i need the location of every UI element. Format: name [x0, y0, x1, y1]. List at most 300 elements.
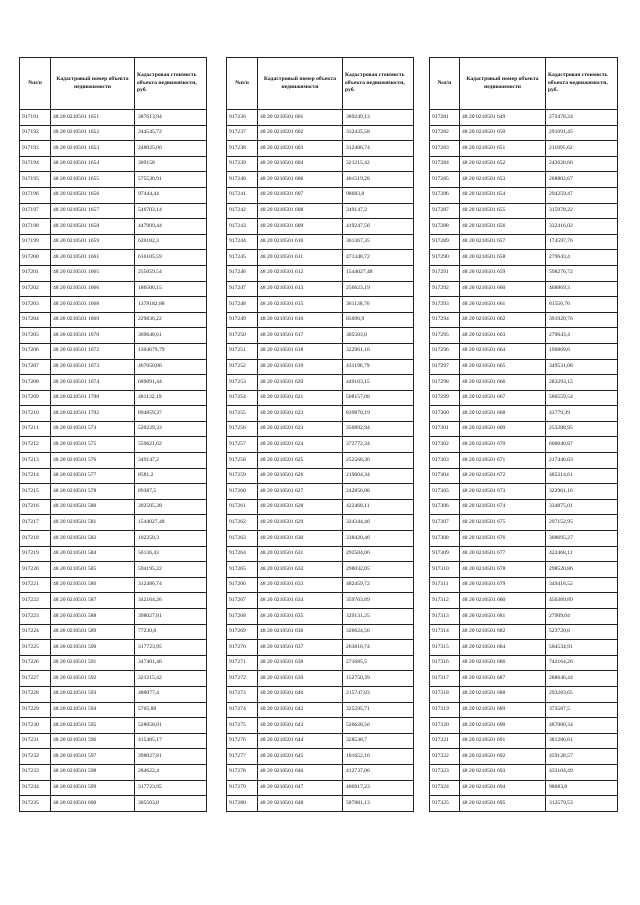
- cadastral-value: 349418,52: [546, 577, 618, 593]
- cadastral-number: 48 20 0210501 620: [258, 375, 343, 391]
- table-row: [430, 764, 618, 780]
- cadastral-value: 181652,16: [343, 749, 414, 765]
- table-row: [20, 125, 207, 141]
- cadastral-number: 48 20 0210501 652: [460, 156, 546, 172]
- cadastral-value: 321215,42: [343, 156, 414, 172]
- cadastral-value: 468869,3: [546, 281, 618, 297]
- table-row: [20, 624, 207, 640]
- cadastral-number: 48 20 0210501 1654: [51, 156, 135, 172]
- row-number: 917276: [227, 733, 258, 749]
- cadastral-number: 48 20 0210501 649: [460, 110, 546, 126]
- table-row: [430, 609, 618, 625]
- row-number: 917224: [20, 624, 51, 640]
- cadastral-value: 248025,06: [135, 141, 207, 157]
- cadastral-number: 48 20 0210501 1669: [51, 312, 135, 328]
- row-number: 917220: [20, 562, 51, 578]
- row-number: 917225: [20, 640, 51, 656]
- row-number: 917202: [20, 281, 51, 297]
- table-row: [227, 265, 414, 281]
- table-row: [227, 359, 414, 375]
- cadastral-number: 48 20 0210501 1668: [51, 297, 135, 313]
- cadastral-number: 48 20 0210501 639: [258, 671, 343, 687]
- cadastral-value: 487080,34: [546, 718, 618, 734]
- cadastral-number: 48 20 0210501 684: [460, 640, 546, 656]
- cadastral-value: 508157,08: [343, 390, 414, 406]
- cadastral-number: 48 20 0210501 1792: [51, 406, 135, 422]
- row-number: 917323: [430, 764, 460, 780]
- cadastral-value: 689091,44: [135, 375, 207, 391]
- cadastral-value: 312579,53: [546, 796, 618, 812]
- cadastral-number: 48 20 0210501 643: [258, 718, 343, 734]
- row-number: 917301: [430, 421, 460, 437]
- cadastral-value: 271685,5: [343, 655, 414, 671]
- table-row: [430, 203, 618, 219]
- row-number: 917197: [20, 203, 51, 219]
- cadastral-number: 48 20 0210501 621: [258, 390, 343, 406]
- cadastral-number: 48 20 0210501 1651: [51, 110, 135, 126]
- row-number: 917236: [227, 110, 258, 126]
- header-cadastral-value: Кадастровая стоимость объекта недвижимости, руб.: [343, 58, 414, 110]
- cadastral-number: 48 20 0210501 618: [258, 343, 343, 359]
- row-number: 917266: [227, 577, 258, 593]
- table-row: [20, 593, 207, 609]
- row-number: 917206: [20, 343, 51, 359]
- row-number: 917278: [227, 764, 258, 780]
- table-header-row: [227, 58, 414, 110]
- table-row: [430, 468, 618, 484]
- table-row: [227, 328, 414, 344]
- cadastral-number: 48 20 0210501 600: [51, 796, 135, 812]
- cadastral-number: 48 20 0210501 612: [258, 265, 343, 281]
- row-number: 917298: [430, 375, 460, 391]
- cadastral-number: 48 20 0210501 680: [460, 593, 546, 609]
- cadastral-value: 326624,56: [343, 624, 414, 640]
- cadastral-number: 48 20 0210501 653: [460, 172, 546, 188]
- table-row: [20, 297, 207, 313]
- table-row: [430, 375, 618, 391]
- cadastral-number: 48 20 0210501 582: [51, 531, 135, 547]
- table-row: [20, 686, 207, 702]
- cadastral-value: 587881,13: [343, 796, 414, 812]
- row-number: 917275: [227, 718, 258, 734]
- row-number: 917242: [227, 203, 258, 219]
- table-row: [227, 515, 414, 531]
- cadastral-number: 48 20 0210501 690: [460, 718, 546, 734]
- cadastral-table-3: [429, 57, 618, 812]
- cadastral-number: 48 20 0210501 675: [460, 515, 546, 531]
- table-row: [430, 343, 618, 359]
- cadastral-value: 349147,2: [343, 203, 414, 219]
- row-number: 917259: [227, 468, 258, 484]
- row-number: 917211: [20, 421, 51, 437]
- row-number: 917302: [430, 437, 460, 453]
- table-row: [20, 375, 207, 391]
- cadastral-value: 520229,33: [135, 421, 207, 437]
- table-row: [227, 749, 414, 765]
- cadastral-number: 48 20 0210501 692: [460, 749, 546, 765]
- row-number: 917229: [20, 702, 51, 718]
- table-row: [20, 796, 207, 812]
- row-number: 917317: [430, 671, 460, 687]
- row-number: 917303: [430, 453, 460, 469]
- row-number: 917219: [20, 546, 51, 562]
- row-number: 917270: [227, 640, 258, 656]
- cadastral-value: 272478,24: [546, 110, 618, 126]
- row-number: 917257: [227, 437, 258, 453]
- cadastral-value: 305503,8: [135, 796, 207, 812]
- table-row: [227, 718, 414, 734]
- cadastral-number: 48 20 0210501 1673: [51, 359, 135, 375]
- cadastral-value: 433104,49: [546, 764, 618, 780]
- table-row: [227, 468, 414, 484]
- table-row: [20, 546, 207, 562]
- cadastral-value: 449103,15: [343, 375, 414, 391]
- cadastral-number: 48 20 0210501 686: [460, 655, 546, 671]
- row-number: 917265: [227, 562, 258, 578]
- row-number: 917195: [20, 172, 51, 188]
- cadastral-value: 398027,81: [135, 749, 207, 765]
- cadastral-value: 546703,14: [135, 203, 207, 219]
- header-cadastral-number: Кадастровый номер объекта недвижимости: [460, 58, 546, 110]
- cadastral-value: 297152,95: [546, 515, 618, 531]
- cadastral-value: 308695,27: [546, 531, 618, 547]
- table-row: [430, 780, 618, 796]
- cadastral-number: 48 20 0210501 634: [258, 593, 343, 609]
- cadastral-value: 332435,58: [343, 125, 414, 141]
- row-number: 917247: [227, 281, 258, 297]
- cadastral-number: 48 20 0210501 650: [460, 125, 546, 141]
- cadastral-value: 279643,4: [546, 328, 618, 344]
- row-number: 917205: [20, 328, 51, 344]
- cadastral-number: 48 20 0210501 678: [460, 562, 546, 578]
- row-number: 917194: [20, 156, 51, 172]
- cadastral-number: 48 20 0210501 1655: [51, 172, 135, 188]
- row-number: 917218: [20, 531, 51, 547]
- cadastral-value: 480077,4: [135, 686, 207, 702]
- row-number: 917208: [20, 375, 51, 391]
- cadastral-number: 48 20 0210501 655: [460, 203, 546, 219]
- cadastral-number: 48 20 0210501 695: [460, 796, 546, 812]
- cadastral-number: 48 20 0210501 640: [258, 686, 343, 702]
- table-row: [430, 562, 618, 578]
- cadastral-value: 312486,74: [343, 141, 414, 157]
- cadastral-value: 467050,86: [135, 359, 207, 375]
- cadastral-number: 48 20 0210501 589: [51, 624, 135, 640]
- row-number: 917198: [20, 219, 51, 235]
- cadastral-value: 334875,01: [546, 499, 618, 515]
- table-row: [430, 359, 618, 375]
- row-number: 917267: [227, 593, 258, 609]
- row-number: 917300: [430, 406, 460, 422]
- row-number: 917308: [430, 531, 460, 547]
- cadastral-value: 317723,95: [135, 640, 207, 656]
- cadastral-number: 48 20 0210501 592: [51, 671, 135, 687]
- row-number: 917284: [430, 156, 460, 172]
- cadastral-number: 48 20 0210501 581: [51, 515, 135, 531]
- cadastral-number: 48 20 0210501 664: [460, 343, 546, 359]
- cadastral-value: 298032,05: [343, 562, 414, 578]
- cadastral-value: 373587,5: [546, 702, 618, 718]
- table-row: [20, 453, 207, 469]
- table-row: [430, 265, 618, 281]
- cadastral-value: 471348,72: [343, 250, 414, 266]
- cadastral-value: 1544027,48: [135, 515, 207, 531]
- cadastral-number: 48 20 0210501 627: [258, 484, 343, 500]
- cadastral-value: 219604,34: [343, 468, 414, 484]
- row-number: 917309: [430, 546, 460, 562]
- cadastral-number: 48 20 0210501 676: [460, 531, 546, 547]
- cadastral-number: 48 20 0210501 619: [258, 359, 343, 375]
- table-row: [20, 499, 207, 515]
- row-number: 917263: [227, 531, 258, 547]
- table-row: [430, 406, 618, 422]
- row-number: 917310: [430, 562, 460, 578]
- table-row: [430, 796, 618, 812]
- cadastral-value: 294259,47: [546, 187, 618, 203]
- cadastral-number: 48 20 0210501 613: [258, 281, 343, 297]
- cadastral-number: 48 20 0210501 604: [258, 156, 343, 172]
- row-number: 917256: [227, 421, 258, 437]
- cadastral-value: 98683,8: [546, 780, 618, 796]
- cadastral-value: 342164,26: [135, 593, 207, 609]
- cadastral-number: 48 20 0210501 642: [258, 702, 343, 718]
- table-row: [227, 406, 414, 422]
- row-number: 917207: [20, 359, 51, 375]
- table-row: [430, 531, 618, 547]
- table-row: [430, 499, 618, 515]
- table-row: [20, 172, 207, 188]
- row-number: 917285: [430, 172, 460, 188]
- row-number: 917311: [430, 577, 460, 593]
- row-number: 917312: [430, 593, 460, 609]
- table-row: [430, 141, 618, 157]
- row-number: 917227: [20, 671, 51, 687]
- table-row: [430, 250, 618, 266]
- cadastral-number: 48 20 0210501 608: [258, 203, 343, 219]
- cadastral-number: 48 20 0210501 668: [460, 406, 546, 422]
- table-row: [20, 437, 207, 453]
- table-header-row: [430, 58, 618, 110]
- cadastral-number: 48 20 0210501 1658: [51, 219, 135, 235]
- row-number: 917313: [430, 609, 460, 625]
- row-number: 917273: [227, 686, 258, 702]
- cadastral-number: 48 20 0210501 654: [460, 187, 546, 203]
- cadastral-number: 48 20 0210501 687: [460, 671, 546, 687]
- table-row: [227, 219, 414, 235]
- cadastral-value: 361138,76: [343, 297, 414, 313]
- table-row: [20, 718, 207, 734]
- row-number: 917307: [430, 515, 460, 531]
- cadastral-number: 48 20 0210501 659: [460, 265, 546, 281]
- row-number: 917214: [20, 468, 51, 484]
- cadastral-value: 359763,89: [343, 593, 414, 609]
- cadastral-number: 48 20 0210501 663: [460, 328, 546, 344]
- cadastral-number: 48 20 0210501 1661: [51, 250, 135, 266]
- cadastral-number: 48 20 0210501 599: [51, 780, 135, 796]
- table-row: [227, 312, 414, 328]
- table-row: [227, 234, 414, 250]
- cadastral-value: 349147,2: [135, 453, 207, 469]
- cadastral-number: 48 20 0210501 635: [258, 609, 343, 625]
- cadastral-value: 350892,94: [343, 421, 414, 437]
- cadastral-number: 48 20 0210501 673: [460, 484, 546, 500]
- table-row: [20, 764, 207, 780]
- table-row: [20, 141, 207, 157]
- cadastral-number: 48 20 0210501 1652: [51, 125, 135, 141]
- cadastral-number: 48 20 0210501 1790: [51, 390, 135, 406]
- cadastral-number: 48 20 0210501 657: [460, 234, 546, 250]
- header-cadastral-number: Кадастровый номер объекта недвижимости: [258, 58, 343, 110]
- table-row: [20, 531, 207, 547]
- table-row: [227, 577, 414, 593]
- cadastral-number: 48 20 0210501 598: [51, 764, 135, 780]
- row-number: 917192: [20, 125, 51, 141]
- row-number: 917281: [430, 110, 460, 126]
- table-row: [430, 546, 618, 562]
- cadastral-number: 48 20 0210501 666: [460, 375, 546, 391]
- row-number: 917319: [430, 702, 460, 718]
- table-row: [227, 702, 414, 718]
- cadastral-value: 361367,35: [343, 234, 414, 250]
- row-number: 917230: [20, 718, 51, 734]
- header-cadastral-number: Кадастровый номер объекта недвижимости: [51, 58, 135, 110]
- cadastral-value: 400917,23: [343, 780, 414, 796]
- table-row: [430, 733, 618, 749]
- table-row: [227, 671, 414, 687]
- cadastral-value: 389249,13: [343, 110, 414, 126]
- cadastral-value: 620182,3: [135, 234, 207, 250]
- table-row: [20, 421, 207, 437]
- cadastral-number: 48 20 0210501 591: [51, 655, 135, 671]
- row-number: 917292: [430, 281, 460, 297]
- cadastral-number: 48 20 0210501 667: [460, 390, 546, 406]
- cadastral-number: 48 20 0210501 609: [258, 219, 343, 235]
- cadastral-number: 48 20 0210501 669: [460, 421, 546, 437]
- cadastral-number: 48 20 0210501 575: [51, 437, 135, 453]
- table-row: [430, 749, 618, 765]
- cadastral-value: 229836,22: [135, 312, 207, 328]
- cadastral-number: 48 20 0210501 626: [258, 468, 343, 484]
- table-row: [20, 484, 207, 500]
- cadastral-number: 48 20 0210501 587: [51, 593, 135, 609]
- row-number: 917325: [430, 796, 460, 812]
- table-row: [20, 219, 207, 235]
- cadastral-value: 381286,61: [546, 733, 618, 749]
- cadastral-value: 217446,63: [546, 453, 618, 469]
- table-row: [430, 234, 618, 250]
- cadastral-value: 196869,6: [546, 343, 618, 359]
- cadastral-table-1: [19, 57, 207, 812]
- cadastral-number: 48 20 0210501 1656: [51, 187, 135, 203]
- cadastral-value: 504534,91: [546, 640, 618, 656]
- table-row: [227, 593, 414, 609]
- cadastral-number: 48 20 0210501 607: [258, 187, 343, 203]
- cadastral-value: 485314,61: [546, 468, 618, 484]
- table-row: [20, 515, 207, 531]
- row-number: 917234: [20, 780, 51, 796]
- cadastral-number: 48 20 0210501 658: [460, 250, 546, 266]
- cadastral-number: 48 20 0210501 693: [460, 764, 546, 780]
- cadastral-number: 48 20 0210501 691: [460, 733, 546, 749]
- cadastral-number: 48 20 0210501 624: [258, 437, 343, 453]
- cadastral-value: 372772,34: [343, 437, 414, 453]
- table-row: [20, 281, 207, 297]
- cadastral-value: 43779,39: [546, 406, 618, 422]
- table-row: [227, 655, 414, 671]
- cadastral-value: 594195,22: [135, 562, 207, 578]
- cadastral-value: 422468,11: [343, 499, 414, 515]
- table-row: [20, 110, 207, 126]
- cadastral-value: 459128,57: [546, 749, 618, 765]
- cadastral-value: 398027,81: [135, 609, 207, 625]
- table-row: [227, 343, 414, 359]
- row-number: 917306: [430, 499, 460, 515]
- cadastral-value: 77230,8: [135, 624, 207, 640]
- cadastral-value: 5765,88: [135, 702, 207, 718]
- cadastral-value: 298520,86: [546, 562, 618, 578]
- cadastral-value: 415485,17: [135, 733, 207, 749]
- cadastral-value: 279643,4: [546, 250, 618, 266]
- row-number: 917231: [20, 733, 51, 749]
- row-number: 917290: [430, 250, 460, 266]
- header-cadastral-value: Кадастровая стоимость объекта недвижимости, руб.: [135, 58, 207, 110]
- cadastral-number: 48 20 0210501 606: [258, 172, 343, 188]
- cadastral-value: 202505,38: [135, 499, 207, 515]
- cadastral-value: 369648,61: [135, 328, 207, 344]
- table-row: [227, 421, 414, 437]
- cadastral-value: 575530,91: [135, 172, 207, 188]
- row-number: 917215: [20, 484, 51, 500]
- table-row: [20, 250, 207, 266]
- cadastral-value: 317723,95: [135, 780, 207, 796]
- table-row: [430, 390, 618, 406]
- cadastral-value: 97444,44: [135, 187, 207, 203]
- row-number: 917272: [227, 671, 258, 687]
- row-number: 917228: [20, 686, 51, 702]
- cadastral-value: 309158: [135, 156, 207, 172]
- cadastral-value: 268802,67: [546, 172, 618, 188]
- cadastral-number: 48 20 0210501 689: [460, 702, 546, 718]
- cadastral-value: 419247,56: [343, 219, 414, 235]
- row-number: 917212: [20, 437, 51, 453]
- row-number: 917203: [20, 297, 51, 313]
- row-number: 917318: [430, 686, 460, 702]
- table-row: [227, 562, 414, 578]
- table-row: [430, 453, 618, 469]
- cadastral-value: 387613,94: [135, 110, 207, 126]
- cadastral-value: 288646,44: [546, 671, 618, 687]
- row-number: 917216: [20, 499, 51, 515]
- table-row: [227, 499, 414, 515]
- table-row: [20, 203, 207, 219]
- table-row: [20, 749, 207, 765]
- cadastral-value: 152750,39: [343, 671, 414, 687]
- table-row: [20, 406, 207, 422]
- row-number: 917277: [227, 749, 258, 765]
- table-row: [227, 624, 414, 640]
- table-row: [20, 187, 207, 203]
- table-row: [227, 796, 414, 812]
- row-number: 917249: [227, 312, 258, 328]
- table-row: [430, 187, 618, 203]
- cadastral-number: 48 20 0210501 628: [258, 499, 343, 515]
- cadastral-value: 422468,11: [546, 546, 618, 562]
- cadastral-value: 211895,62: [546, 141, 618, 157]
- table-row: [227, 453, 414, 469]
- cadastral-value: 256623,19: [343, 281, 414, 297]
- cadastral-value: 1544027,48: [343, 265, 414, 281]
- table-row: [227, 437, 414, 453]
